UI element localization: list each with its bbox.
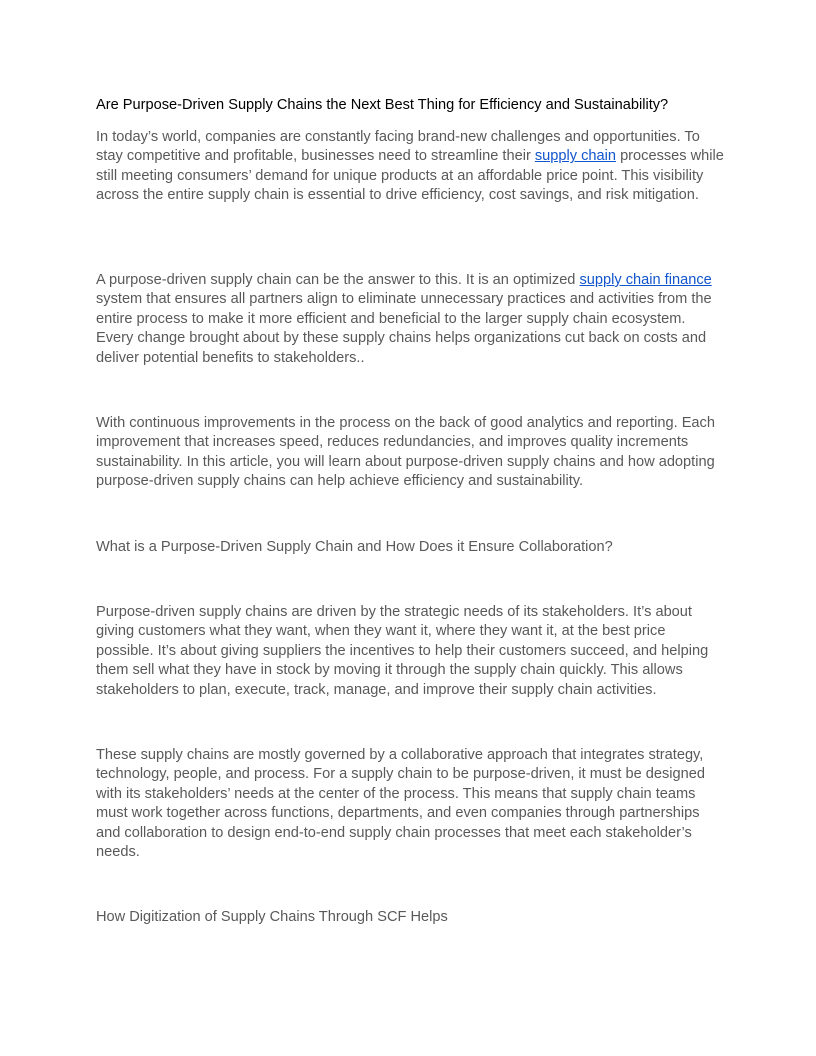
paragraph-stakeholders: Purpose-driven supply chains are driven by the strategic needs of its stakeholders. It’s about giving customers what they want, when they want it, where they want it, at the best price possible. It’s about giving suppliers the incentives to help their customers succeed, and helping them sell what they have in stock by moving it through the supply chain quickly. This allows stakeholders to plan, execute, track, manage, and improve their supply chain activities. — [96, 604, 709, 698]
document-title: Are Purpose-Driven Supply Chains the Next Best Thing for Efficiency and Sustainability? — [96, 97, 669, 113]
paragraph-purpose-driven-text-a: A purpose-driven supply chain can be the answer to this. It is an optimized — [96, 272, 580, 288]
supply-chain-finance-link[interactable]: supply chain finance — [579, 272, 712, 288]
paragraph-collaborative-approach: These supply chains are mostly governed by a collaborative approach that integrates strategy, technology, people, and process. For a supply chain to be purpose-driven, it must be designed with its stakeholders’ needs at the center of the process. This means that supply chain teams must work together across functions, departments, and even companies through partnerships and collaboration to design end-to-end supply chain processes that meet each stakeholder’s needs. — [96, 747, 705, 861]
paragraph-improvements: With continuous improvements in the process on the back of good analytics and reporting. Each improvement that increases speed, reduces redundancies, and improves quality increments sustainability. In this article, you will learn about purpose-driven supply chains and how adopting purpose-driven supply chains can help achieve efficiency and sustainability. — [96, 415, 715, 490]
paragraph-intro-text-a: In today’s world, companies are constantly facing brand-new challenges and opportunities. To stay competitive and profitable, businesses need to streamline their — [96, 129, 700, 165]
section-heading-digitization: How Digitization of Supply Chains Through SCF Helps — [96, 909, 448, 925]
section-heading-collaboration: What is a Purpose-Driven Supply Chain and How Does it Ensure Collaboration? — [96, 539, 613, 555]
paragraph-purpose-driven — [96, 271, 726, 368]
paragraph-purpose-driven-text-b: system that ensures all partners align to eliminate unnecessary practices and activities from the entire process to make it more efficient and beneficial to the larger supply chain ecosystem. Every change brought about by these supply chains helps organizations cut back on costs and deliver potential benefits to stakeholders.. — [96, 291, 712, 366]
paragraph-intro-text-b: processes while still meeting consumers’ demand for unique products at an affordable price point. This visibility across the entire supply chain is essential to drive efficiency, cost savings, and risk mitigation. — [96, 148, 724, 204]
supply-chain-link[interactable]: supply chain — [534, 148, 617, 165]
paragraph-intro — [96, 128, 726, 206]
